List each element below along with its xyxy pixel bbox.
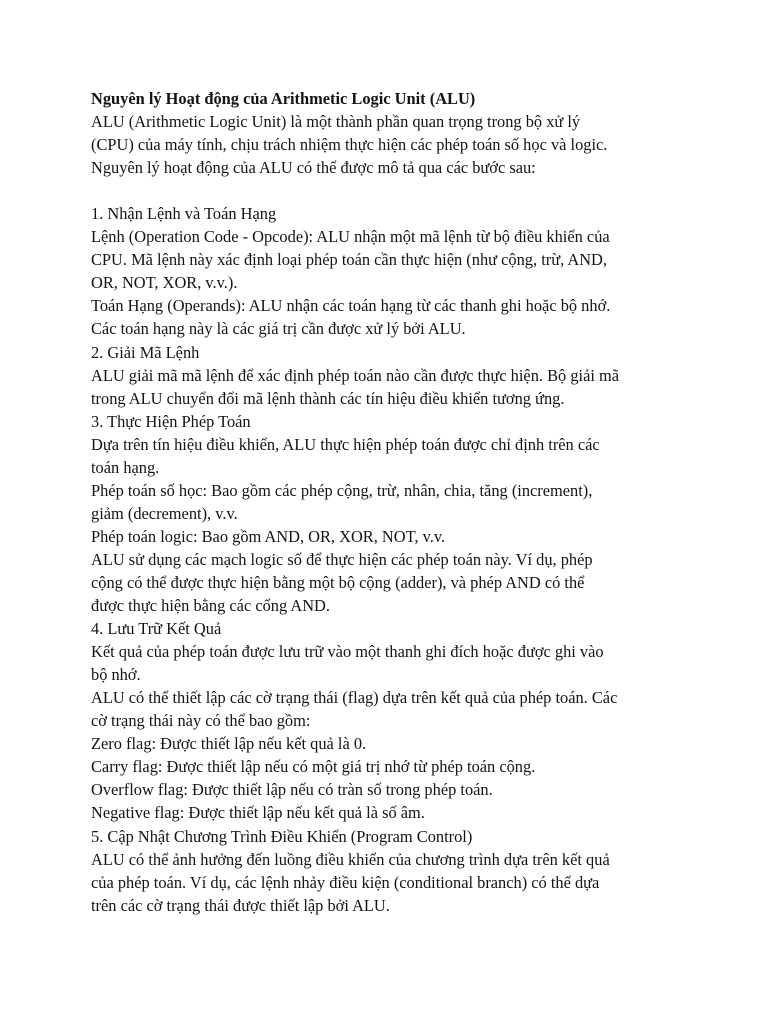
- document-title: Nguyên lý Hoạt động của Arithmetic Logic Unit (ALU): [91, 89, 476, 108]
- text-line: OR, NOT, XOR, v.v.).: [91, 273, 238, 293]
- text-line: Nguyên lý hoạt động của ALU có thể được mô tả qua các bước sau:: [91, 158, 536, 178]
- text-line: Zero flag: Được thiết lập nếu kết quả là 0.: [91, 734, 367, 754]
- section-heading: 3. Thực Hiện Phép Toán: [91, 411, 251, 431]
- section-heading: 2. Giải Mã Lệnh: [91, 342, 200, 362]
- section-heading: 5. Cập Nhật Chương Trình Điều Khiển (Program Control): [91, 826, 473, 846]
- text-line: Phép toán logic: Bao gồm AND, OR, XOR, NOT, v.v.: [91, 526, 446, 546]
- text-line: Các toán hạng này là các giá trị cần được xử lý bởi ALU.: [91, 319, 466, 339]
- blank-line: [91, 179, 701, 202]
- text-line: ALU (Arithmetic Logic Unit) là một thành phần quan trọng trong bộ xử lý: [91, 112, 581, 132]
- section-heading: 1. Nhận Lệnh và Toán Hạng: [91, 204, 277, 224]
- text-line: (CPU) của máy tính, chịu trách nhiệm thực hiện các phép toán số học và logic.: [91, 135, 608, 155]
- document-body: [91, 87, 701, 917]
- text-line: được thực hiện bằng các cổng AND.: [91, 596, 330, 616]
- text-line: CPU. Mã lệnh này xác định loại phép toán cần thực hiện (như cộng, trừ, AND,: [91, 250, 607, 270]
- text-line: Lệnh (Operation Code - Opcode): ALU nhận một mã lệnh từ bộ điều khiển của: [91, 227, 610, 247]
- text-line: cộng có thể được thực hiện bằng một bộ cộng (adder), và phép AND có thể: [91, 572, 585, 592]
- text-line: Negative flag: Được thiết lập nếu kết quả là số âm.: [91, 803, 425, 823]
- text-line: Phép toán số học: Bao gồm các phép cộng, trừ, nhân, chia, tăng (increment),: [91, 480, 593, 500]
- section-heading: 4. Lưu Trữ Kết Quả: [91, 619, 222, 639]
- text-line: giảm (decrement), v.v.: [91, 503, 238, 523]
- text-line: ALU giải mã mã lệnh để xác định phép toán nào cần được thực hiện. Bộ giải mã: [91, 365, 620, 385]
- text-line: Kết quả của phép toán được lưu trữ vào một thanh ghi đích hoặc được ghi vào: [91, 642, 604, 662]
- text-line: trên các cờ trạng thái được thiết lập bởi ALU.: [91, 895, 390, 915]
- text-line: Carry flag: Được thiết lập nếu có một giá trị nhớ từ phép toán cộng.: [91, 757, 536, 777]
- text-line: cờ trạng thái này có thể bao gồm:: [91, 711, 311, 731]
- text-line: toán hạng.: [91, 457, 160, 477]
- text-line: ALU có thể thiết lập các cờ trạng thái (flag) dựa trên kết quả của phép toán. Các: [91, 688, 618, 708]
- text-line: bộ nhớ.: [91, 665, 141, 685]
- text-line: ALU có thể ảnh hưởng đến luồng điều khiển của chương trình dựa trên kết quả: [91, 849, 610, 869]
- text-line: Toán Hạng (Operands): ALU nhận các toán hạng từ các thanh ghi hoặc bộ nhớ.: [91, 296, 611, 316]
- text-line: của phép toán. Ví dụ, các lệnh nhảy điều kiện (conditional branch) có thể dựa: [91, 872, 600, 892]
- text-line: ALU sử dụng các mạch logic số để thực hiện các phép toán này. Ví dụ, phép: [91, 549, 593, 569]
- text-line: Dựa trên tín hiệu điều khiển, ALU thực hiện phép toán được chỉ định trên các: [91, 434, 600, 454]
- text-line: trong ALU chuyển đổi mã lệnh thành các tín hiệu điều khiển tương ứng.: [91, 388, 565, 408]
- text-line: Overflow flag: Được thiết lập nếu có tràn số trong phép toán.: [91, 780, 493, 800]
